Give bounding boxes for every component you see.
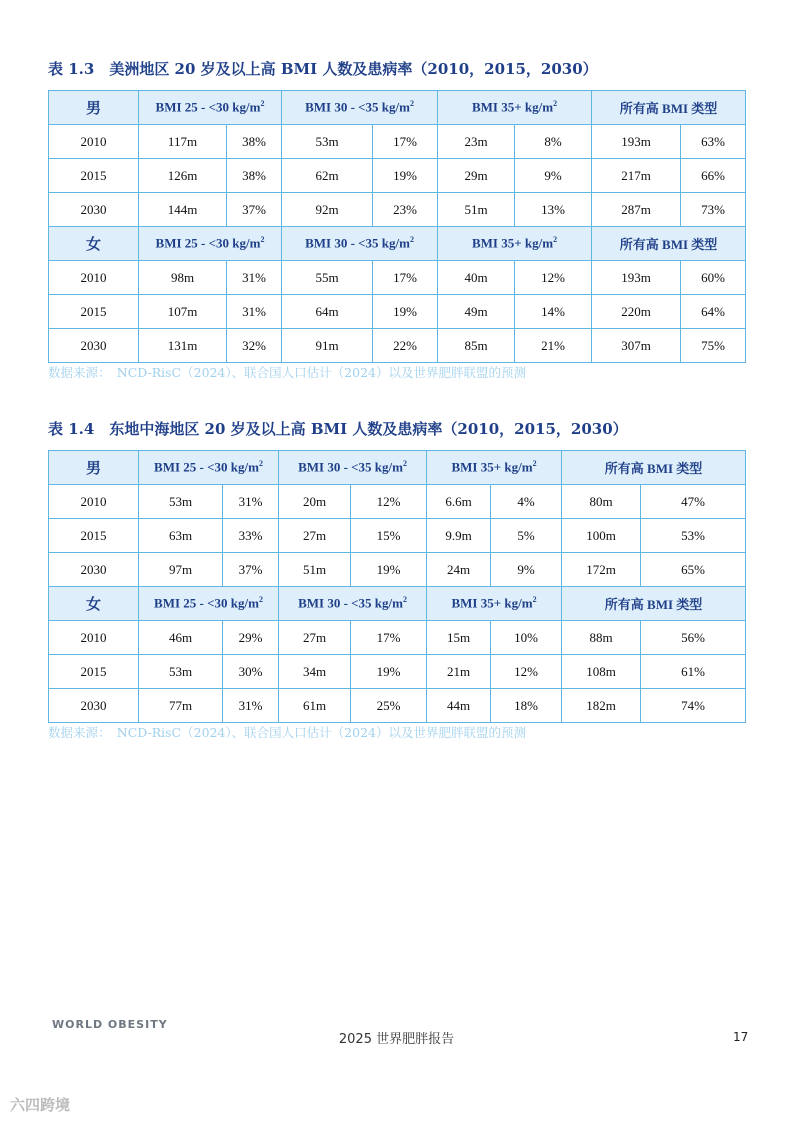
table-row: [49, 519, 746, 553]
cell: 38%: [227, 159, 282, 193]
cell: 53m: [139, 655, 223, 689]
cell: 34m: [279, 655, 351, 689]
cell: 17%: [351, 621, 427, 655]
table-row: [49, 485, 746, 519]
group-bmi-30-35: BMI 30 - <35 $kg/m^2$: [279, 451, 427, 485]
cell: 144m: [139, 193, 227, 227]
cell: 217m: [592, 159, 681, 193]
world-obesity-logo: WORLD OBESITY: [52, 1018, 168, 1031]
table-row: [49, 621, 746, 655]
table-1-4-male-header: [49, 451, 746, 485]
cell: 53%: [641, 519, 746, 553]
table-row: [49, 329, 746, 363]
group-bmi-35-plus: BMI $35+ kg/m^2$: [427, 451, 562, 485]
cell: 60%: [681, 261, 746, 295]
cell: 21%: [515, 329, 592, 363]
cell: 63%: [681, 125, 746, 159]
cell: 85m: [438, 329, 515, 363]
cell: 53m: [139, 485, 223, 519]
cell: 22%: [373, 329, 438, 363]
table-row: [49, 193, 746, 227]
table-row: [49, 261, 746, 295]
cell: 73%: [681, 193, 746, 227]
page-number: 17: [733, 1030, 749, 1044]
cell: 61m: [279, 689, 351, 723]
group-all-high-bmi: 所有高 BMI 类型: [562, 587, 746, 621]
cell: 15%: [351, 519, 427, 553]
cell: 126m: [139, 159, 227, 193]
cell: 23m: [438, 125, 515, 159]
cell: 4%: [491, 485, 562, 519]
cell: 172m: [562, 553, 641, 587]
year-cell: 2030: [49, 689, 139, 723]
cell: 182m: [562, 689, 641, 723]
table-row: [49, 553, 746, 587]
cell: 12%: [491, 655, 562, 689]
cell: 19%: [373, 159, 438, 193]
cell: 32%: [227, 329, 282, 363]
group-bmi-25-30: BMI 25 - <30 $kg/m^2$: [139, 451, 279, 485]
table-1-3: [48, 90, 746, 363]
cell: 61%: [641, 655, 746, 689]
cell: 80m: [562, 485, 641, 519]
cell: 37%: [227, 193, 282, 227]
cell: 46m: [139, 621, 223, 655]
cell: 17%: [373, 125, 438, 159]
cell: 23%: [373, 193, 438, 227]
cell: 53m: [282, 125, 373, 159]
year-cell: 2010: [49, 621, 139, 655]
female-label: 女: [49, 587, 139, 621]
cell: 49m: [438, 295, 515, 329]
table-1-3-male-header: [49, 91, 746, 125]
table-1-3-title: 表 1.3 美洲地区 20 岁及以上高 BMI 人数及患病率（2010，2015，2030）: [48, 60, 598, 78]
cell: 131m: [139, 329, 227, 363]
cell: 193m: [592, 125, 681, 159]
cell: 12%: [515, 261, 592, 295]
cell: 62m: [282, 159, 373, 193]
cell: 31%: [227, 295, 282, 329]
cell: 37%: [223, 553, 279, 587]
cell: 107m: [139, 295, 227, 329]
cell: 51m: [438, 193, 515, 227]
table-row: [49, 295, 746, 329]
cell: 64%: [681, 295, 746, 329]
group-bmi-35-plus: BMI $35+ kg/m^2$: [438, 227, 592, 261]
year-cell: 2030: [49, 193, 139, 227]
cell: 30%: [223, 655, 279, 689]
cell: 29%: [223, 621, 279, 655]
cell: 47%: [641, 485, 746, 519]
cell: 24m: [427, 553, 491, 587]
table-1-3-female-header: [49, 227, 746, 261]
year-cell: 2015: [49, 159, 139, 193]
cell: 193m: [592, 261, 681, 295]
table-1-4-female-header: [49, 587, 746, 621]
cell: 92m: [282, 193, 373, 227]
cell: 29m: [438, 159, 515, 193]
group-bmi-30-35: BMI 30 - <35 $kg/m^2$: [282, 91, 438, 125]
female-label: 女: [49, 227, 139, 261]
cell: 14%: [515, 295, 592, 329]
cell: 5%: [491, 519, 562, 553]
table-1-4-block: [48, 418, 745, 743]
year-cell: 2015: [49, 655, 139, 689]
cell: 287m: [592, 193, 681, 227]
group-bmi-30-35: BMI 30 - <35 $kg/m^2$: [282, 227, 438, 261]
table-row: [49, 689, 746, 723]
year-cell: 2015: [49, 519, 139, 553]
group-all-high-bmi: 所有高 BMI 类型: [562, 451, 746, 485]
group-bmi-25-30: BMI 25 - <30 $kg/m^2$: [139, 227, 282, 261]
cell: 19%: [373, 295, 438, 329]
group-bmi-35-plus: BMI $35+ kg/m^2$: [438, 91, 592, 125]
cell: 21m: [427, 655, 491, 689]
cell: 98m: [139, 261, 227, 295]
cell: 13%: [515, 193, 592, 227]
year-cell: 2030: [49, 329, 139, 363]
cell: 25%: [351, 689, 427, 723]
watermark: 六四跨境: [10, 1096, 71, 1114]
cell: 18%: [491, 689, 562, 723]
cell: 10%: [491, 621, 562, 655]
report-title: 2025 世界肥胖报告: [338, 1032, 455, 1047]
table-1-4-title: 表 1.4 东地中海地区 20 岁及以上高 BMI 人数及患病率（2010，2015，2030）: [48, 420, 628, 438]
table-row: [49, 125, 746, 159]
year-cell: 2010: [49, 485, 139, 519]
cell: 9.9m: [427, 519, 491, 553]
table-row: [49, 159, 746, 193]
cell: 220m: [592, 295, 681, 329]
cell: 8%: [515, 125, 592, 159]
cell: 108m: [562, 655, 641, 689]
cell: 31%: [223, 485, 279, 519]
cell: 9%: [491, 553, 562, 587]
table-1-3-source: 数据来源： NCD-RisC（2024）、联合国人口估计（2024）以及世界肥胖联盟的预测: [48, 365, 526, 380]
cell: 9%: [515, 159, 592, 193]
cell: 65%: [641, 553, 746, 587]
group-bmi-30-35: BMI 30 - <35 $kg/m^2$: [279, 587, 427, 621]
male-label: 男: [49, 91, 139, 125]
table-1-3-block: [48, 58, 745, 383]
group-bmi-25-30: BMI 25 - <30 $kg/m^2$: [139, 91, 282, 125]
male-label: 男: [49, 451, 139, 485]
cell: 75%: [681, 329, 746, 363]
cell: 56%: [641, 621, 746, 655]
cell: 27m: [279, 621, 351, 655]
cell: 19%: [351, 655, 427, 689]
cell: 51m: [279, 553, 351, 587]
cell: 88m: [562, 621, 641, 655]
cell: 38%: [227, 125, 282, 159]
cell: 97m: [139, 553, 223, 587]
group-bmi-25-30: BMI 25 - <30 $kg/m^2$: [139, 587, 279, 621]
cell: 15m: [427, 621, 491, 655]
cell: 31%: [227, 261, 282, 295]
cell: 63m: [139, 519, 223, 553]
cell: 55m: [282, 261, 373, 295]
cell: 91m: [282, 329, 373, 363]
cell: 77m: [139, 689, 223, 723]
cell: 44m: [427, 689, 491, 723]
table-1-4-source: 数据来源： NCD-RisC（2024）、联合国人口估计（2024）以及世界肥胖联盟的预测: [48, 725, 526, 740]
year-cell: 2010: [49, 261, 139, 295]
cell: 100m: [562, 519, 641, 553]
cell: 31%: [223, 689, 279, 723]
cell: 66%: [681, 159, 746, 193]
cell: 117m: [139, 125, 227, 159]
cell: 307m: [592, 329, 681, 363]
table-1-4: [48, 450, 746, 723]
cell: 74%: [641, 689, 746, 723]
cell: 40m: [438, 261, 515, 295]
cell: 20m: [279, 485, 351, 519]
year-cell: 2010: [49, 125, 139, 159]
cell: 33%: [223, 519, 279, 553]
cell: 19%: [351, 553, 427, 587]
cell: 6.6m: [427, 485, 491, 519]
group-all-high-bmi: 所有高 BMI 类型: [592, 227, 746, 261]
cell: 12%: [351, 485, 427, 519]
group-all-high-bmi: 所有高 BMI 类型: [592, 91, 746, 125]
year-cell: 2030: [49, 553, 139, 587]
table-row: [49, 655, 746, 689]
cell: 64m: [282, 295, 373, 329]
year-cell: 2015: [49, 295, 139, 329]
cell: 17%: [373, 261, 438, 295]
group-bmi-35-plus: BMI $35+ kg/m^2$: [427, 587, 562, 621]
cell: 27m: [279, 519, 351, 553]
